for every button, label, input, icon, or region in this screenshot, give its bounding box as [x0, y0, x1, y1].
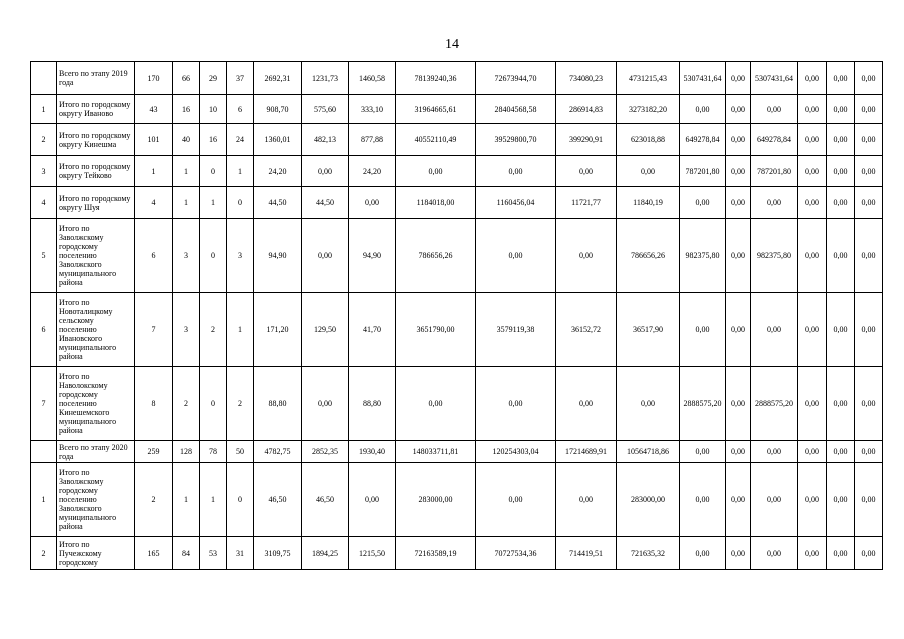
value-cell: 0,00 — [396, 156, 476, 187]
value-cell: 259 — [135, 441, 173, 463]
value-cell: 3579119,38 — [476, 293, 556, 367]
value-cell: 575,60 — [302, 95, 349, 124]
value-cell: 787201,80 — [680, 156, 726, 187]
value-cell: 0,00 — [680, 441, 726, 463]
value-cell: 0,00 — [827, 293, 855, 367]
value-cell: 0,00 — [726, 62, 751, 95]
value-cell: 1215,50 — [349, 537, 396, 570]
page-number: 14 — [445, 37, 459, 52]
value-cell: 0,00 — [726, 95, 751, 124]
value-cell: 3 — [227, 219, 254, 293]
value-cell: 66 — [173, 62, 200, 95]
value-cell: 44,50 — [302, 187, 349, 219]
row-number-cell: 3 — [31, 156, 57, 187]
value-cell: 3 — [173, 293, 200, 367]
value-cell: 0,00 — [827, 441, 855, 463]
row-name-cell: Всего по этапу 2019 года — [57, 62, 135, 95]
value-cell: 649278,84 — [680, 124, 726, 156]
value-cell: 0,00 — [827, 62, 855, 95]
value-cell: 0,00 — [617, 156, 680, 187]
value-cell: 2 — [135, 463, 173, 537]
value-cell: 982375,80 — [680, 219, 726, 293]
value-cell: 0,00 — [476, 156, 556, 187]
row-name-cell: Итого по Новоталицкому сельскому поселению Ивановского муниципального района — [57, 293, 135, 367]
value-cell: 28404568,58 — [476, 95, 556, 124]
value-cell: 2852,35 — [302, 441, 349, 463]
value-cell: 128 — [173, 441, 200, 463]
value-cell: 0,00 — [726, 293, 751, 367]
value-cell: 5307431,64 — [680, 62, 726, 95]
value-cell: 72673944,70 — [476, 62, 556, 95]
value-cell: 0,00 — [476, 219, 556, 293]
value-cell: 0,00 — [680, 463, 726, 537]
value-cell: 0,00 — [855, 95, 883, 124]
table-row — [31, 537, 883, 570]
value-cell: 286914,83 — [556, 95, 617, 124]
value-cell: 0,00 — [827, 537, 855, 570]
value-cell: 37 — [227, 62, 254, 95]
row-name-cell: Итого по городскому округу Иваново — [57, 95, 135, 124]
table-row — [31, 124, 883, 156]
value-cell: 649278,84 — [751, 124, 798, 156]
value-cell: 29 — [200, 62, 227, 95]
value-cell: 0,00 — [476, 463, 556, 537]
table-row — [31, 463, 883, 537]
row-number-cell — [31, 62, 57, 95]
value-cell: 0,00 — [855, 156, 883, 187]
value-cell: 0,00 — [827, 187, 855, 219]
value-cell: 31964665,61 — [396, 95, 476, 124]
value-cell: 53 — [200, 537, 227, 570]
value-cell: 120254303,04 — [476, 441, 556, 463]
value-cell: 734080,23 — [556, 62, 617, 95]
value-cell: 0,00 — [855, 219, 883, 293]
value-cell: 0 — [227, 187, 254, 219]
value-cell: 11721,77 — [556, 187, 617, 219]
value-cell: 165 — [135, 537, 173, 570]
row-number-cell: 2 — [31, 124, 57, 156]
row-name-cell: Итого по городскому округу Кинешма — [57, 124, 135, 156]
value-cell: 982375,80 — [751, 219, 798, 293]
row-number-cell: 1 — [31, 95, 57, 124]
table-row — [31, 293, 883, 367]
row-number-cell: 5 — [31, 219, 57, 293]
table-row — [31, 95, 883, 124]
value-cell: 0,00 — [751, 95, 798, 124]
value-cell: 3109,75 — [254, 537, 302, 570]
row-name-cell: Итого по Заволжскому городскому поселению Заволжского муниципального района — [57, 463, 135, 537]
data-table — [30, 61, 883, 570]
value-cell: 0,00 — [798, 187, 827, 219]
value-cell: 84 — [173, 537, 200, 570]
value-cell: 129,50 — [302, 293, 349, 367]
value-cell: 721635,32 — [617, 537, 680, 570]
row-name-cell: Итого по городскому округу Шуя — [57, 187, 135, 219]
value-cell: 24,20 — [349, 156, 396, 187]
value-cell: 0,00 — [302, 219, 349, 293]
value-cell: 0,00 — [855, 367, 883, 441]
value-cell: 0,00 — [855, 537, 883, 570]
value-cell: 0,00 — [827, 367, 855, 441]
value-cell: 0,00 — [827, 95, 855, 124]
value-cell: 623018,88 — [617, 124, 680, 156]
value-cell: 11840,19 — [617, 187, 680, 219]
value-cell: 1231,73 — [302, 62, 349, 95]
value-cell: 787201,80 — [751, 156, 798, 187]
value-cell: 4 — [135, 187, 173, 219]
value-cell: 1 — [173, 187, 200, 219]
value-cell: 171,20 — [254, 293, 302, 367]
value-cell: 0,00 — [751, 463, 798, 537]
value-cell: 7 — [135, 293, 173, 367]
row-name-cell: Итого по Пучежскому городскому — [57, 537, 135, 570]
value-cell: 1 — [227, 156, 254, 187]
value-cell: 41,70 — [349, 293, 396, 367]
value-cell: 0,00 — [726, 187, 751, 219]
value-cell: 88,80 — [254, 367, 302, 441]
value-cell: 0,00 — [726, 537, 751, 570]
value-cell: 399290,91 — [556, 124, 617, 156]
value-cell: 0,00 — [827, 219, 855, 293]
value-cell: 0,00 — [855, 441, 883, 463]
value-cell: 0,00 — [751, 293, 798, 367]
value-cell: 0,00 — [798, 293, 827, 367]
value-cell: 0,00 — [680, 537, 726, 570]
value-cell: 0,00 — [855, 463, 883, 537]
value-cell: 0,00 — [751, 537, 798, 570]
value-cell: 0,00 — [726, 463, 751, 537]
row-name-cell: Всего по этапу 2020 года — [57, 441, 135, 463]
value-cell: 2692,31 — [254, 62, 302, 95]
value-cell: 1160456,04 — [476, 187, 556, 219]
table-row — [31, 156, 883, 187]
row-number-cell: 6 — [31, 293, 57, 367]
value-cell: 3 — [173, 219, 200, 293]
row-number-cell — [31, 441, 57, 463]
value-cell: 0,00 — [827, 156, 855, 187]
value-cell: 0,00 — [680, 187, 726, 219]
value-cell: 0,00 — [798, 62, 827, 95]
value-cell: 46,50 — [302, 463, 349, 537]
value-cell: 24,20 — [254, 156, 302, 187]
table-row — [31, 367, 883, 441]
value-cell: 0,00 — [798, 124, 827, 156]
value-cell: 94,90 — [254, 219, 302, 293]
value-cell: 0,00 — [726, 367, 751, 441]
value-cell: 46,50 — [254, 463, 302, 537]
value-cell: 1 — [135, 156, 173, 187]
value-cell: 482,13 — [302, 124, 349, 156]
table-row — [31, 62, 883, 95]
value-cell: 24 — [227, 124, 254, 156]
value-cell: 36517,90 — [617, 293, 680, 367]
value-cell: 10564718,86 — [617, 441, 680, 463]
value-cell: 148033711,81 — [396, 441, 476, 463]
value-cell: 0 — [200, 367, 227, 441]
value-cell: 0,00 — [827, 463, 855, 537]
value-cell: 283000,00 — [617, 463, 680, 537]
value-cell: 0,00 — [855, 293, 883, 367]
value-cell: 0,00 — [302, 156, 349, 187]
value-cell: 0,00 — [751, 187, 798, 219]
value-cell: 0,00 — [680, 95, 726, 124]
value-cell: 1460,58 — [349, 62, 396, 95]
value-cell: 714419,51 — [556, 537, 617, 570]
value-cell: 283000,00 — [396, 463, 476, 537]
value-cell: 0,00 — [349, 187, 396, 219]
row-number-cell: 4 — [31, 187, 57, 219]
value-cell: 40 — [173, 124, 200, 156]
value-cell: 44,50 — [254, 187, 302, 219]
value-cell: 4782,75 — [254, 441, 302, 463]
value-cell: 0 — [227, 463, 254, 537]
value-cell: 0,00 — [476, 367, 556, 441]
value-cell: 3273182,20 — [617, 95, 680, 124]
value-cell: 2888575,20 — [751, 367, 798, 441]
value-cell: 6 — [227, 95, 254, 124]
row-name-cell: Итого по городскому округу Тейково — [57, 156, 135, 187]
value-cell: 1 — [227, 293, 254, 367]
value-cell: 0,00 — [302, 367, 349, 441]
value-cell: 2 — [173, 367, 200, 441]
value-cell: 2888575,20 — [680, 367, 726, 441]
row-number-cell: 7 — [31, 367, 57, 441]
value-cell: 78 — [200, 441, 227, 463]
table-row — [31, 187, 883, 219]
value-cell: 0,00 — [751, 441, 798, 463]
value-cell: 1 — [200, 463, 227, 537]
value-cell: 0,00 — [855, 124, 883, 156]
value-cell: 1930,40 — [349, 441, 396, 463]
table-row — [31, 219, 883, 293]
value-cell: 0,00 — [556, 463, 617, 537]
value-cell: 16 — [173, 95, 200, 124]
value-cell: 0,00 — [680, 293, 726, 367]
value-cell: 0,00 — [798, 463, 827, 537]
value-cell: 0,00 — [726, 219, 751, 293]
value-cell: 1 — [173, 156, 200, 187]
value-cell: 0,00 — [617, 367, 680, 441]
value-cell: 8 — [135, 367, 173, 441]
value-cell: 94,90 — [349, 219, 396, 293]
value-cell: 4731215,43 — [617, 62, 680, 95]
value-cell: 17214689,91 — [556, 441, 617, 463]
value-cell: 0,00 — [798, 537, 827, 570]
value-cell: 39529800,70 — [476, 124, 556, 156]
value-cell: 1894,25 — [302, 537, 349, 570]
value-cell: 0,00 — [798, 156, 827, 187]
value-cell: 0,00 — [556, 367, 617, 441]
value-cell: 36152,72 — [556, 293, 617, 367]
value-cell: 40552110,49 — [396, 124, 476, 156]
value-cell: 0,00 — [855, 187, 883, 219]
value-cell: 0,00 — [556, 156, 617, 187]
value-cell: 877,88 — [349, 124, 396, 156]
value-cell: 2 — [227, 367, 254, 441]
value-cell: 0,00 — [798, 95, 827, 124]
value-cell: 6 — [135, 219, 173, 293]
value-cell: 908,70 — [254, 95, 302, 124]
value-cell: 0,00 — [798, 441, 827, 463]
value-cell: 0 — [200, 156, 227, 187]
value-cell: 0,00 — [396, 367, 476, 441]
value-cell: 0,00 — [726, 156, 751, 187]
row-number-cell: 1 — [31, 463, 57, 537]
value-cell: 78139240,36 — [396, 62, 476, 95]
value-cell: 1360,01 — [254, 124, 302, 156]
value-cell: 31 — [227, 537, 254, 570]
value-cell: 0,00 — [855, 62, 883, 95]
value-cell: 170 — [135, 62, 173, 95]
value-cell: 0,00 — [726, 441, 751, 463]
value-cell: 786656,26 — [396, 219, 476, 293]
value-cell: 10 — [200, 95, 227, 124]
row-name-cell: Итого по Заволжскому городскому поселению Заволжского муниципального района — [57, 219, 135, 293]
value-cell: 72163589,19 — [396, 537, 476, 570]
value-cell: 0,00 — [556, 219, 617, 293]
value-cell: 0,00 — [798, 367, 827, 441]
value-cell: 1 — [200, 187, 227, 219]
value-cell: 1184018,00 — [396, 187, 476, 219]
value-cell: 0 — [200, 219, 227, 293]
value-cell: 16 — [200, 124, 227, 156]
value-cell: 0,00 — [349, 463, 396, 537]
value-cell: 50 — [227, 441, 254, 463]
table-row — [31, 441, 883, 463]
value-cell: 3651790,00 — [396, 293, 476, 367]
value-cell: 5307431,64 — [751, 62, 798, 95]
value-cell: 101 — [135, 124, 173, 156]
value-cell: 333,10 — [349, 95, 396, 124]
value-cell: 88,80 — [349, 367, 396, 441]
value-cell: 0,00 — [798, 219, 827, 293]
value-cell: 1 — [173, 463, 200, 537]
row-number-cell: 2 — [31, 537, 57, 570]
value-cell: 70727534,36 — [476, 537, 556, 570]
row-name-cell: Итого по Наволокскому городскому поселению Кинешемского муниципального района — [57, 367, 135, 441]
value-cell: 0,00 — [827, 124, 855, 156]
value-cell: 43 — [135, 95, 173, 124]
value-cell: 786656,26 — [617, 219, 680, 293]
value-cell: 2 — [200, 293, 227, 367]
value-cell: 0,00 — [726, 124, 751, 156]
